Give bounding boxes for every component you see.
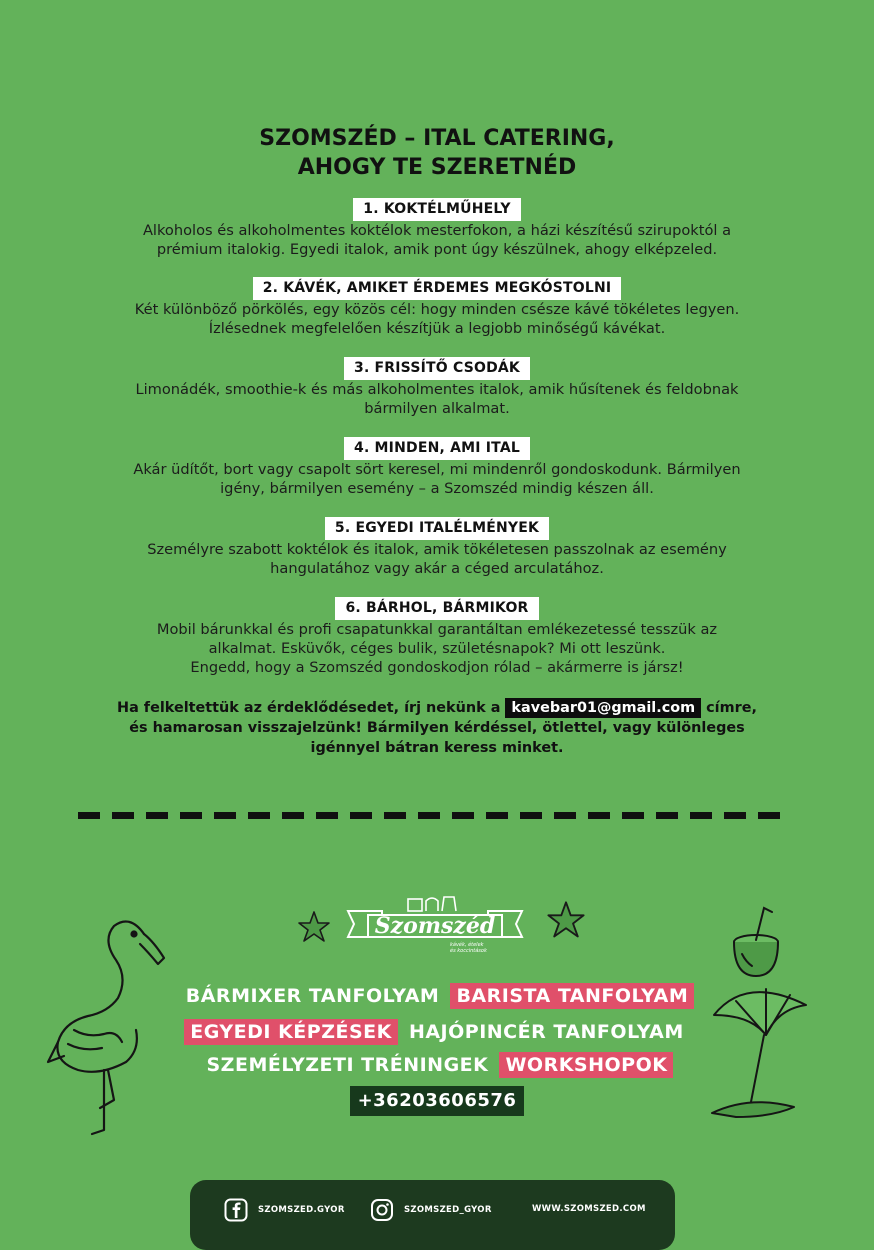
footer-instagram[interactable] [370,1198,492,1222]
text-line: Limonádék, smoothie-k és más alkoholmentes italok, amik hűsítenek és feldobnak [135,381,739,398]
section-heading: 5. EGYEDI ITALÉLMÉNYEK [325,517,549,540]
section-heading: 4. MINDEN, AMI ITAL [344,437,530,460]
service-workshopok: WORKSHOPOK [499,1052,673,1078]
contact-line-1 [60,698,814,718]
logo-tagline [450,942,487,954]
email-link[interactable]: kavebar01@gmail.com [505,698,701,718]
contact-text: Ha felkeltettük az érdeklődésedet, írj nekünk a [117,700,501,716]
section-heading: 6. BÁRHOL, BÁRMIKOR [335,597,538,620]
service-barmixer: BÁRMIXER TANFOLYAM [185,985,440,1007]
section-heading: 3. FRISSÍTŐ CSODÁK [344,357,530,380]
text-line: bármilyen alkalmat. [364,400,510,417]
footer-facebook[interactable] [224,1198,345,1222]
services-row-1 [0,983,874,1009]
phone-row [0,1086,874,1116]
contact-line-3: igénnyel bátran keress minket. [310,740,564,756]
title-line-1: SZOMSZÉD – ITAL CATERING, [259,126,615,151]
section-text [60,221,814,259]
text-line: Mobil bárunkkal és profi csapatunkkal garantáltan emlékezetessé tesszük az [156,621,718,638]
instagram-handle: SZOMSZED_GYOR [404,1205,492,1215]
dashed-divider [78,811,790,820]
text-line: Akár üdítőt, bort vagy csapolt sört keresel, mi mindenről gondoskodunk. Bármilyen [133,461,741,478]
website-link: WWW.SZOMSZED.COM [532,1204,646,1214]
section-koktelmuhely [60,198,814,259]
text-line: alkalmat. Esküvők, céges bulik, születésnapok? Mi ott leszünk. [208,640,666,657]
facebook-icon [224,1198,248,1222]
text-line: Ízlésednek megfelelően készítjük a legjobb minőségű kávékat. [208,320,666,337]
section-minden-ital [60,437,814,498]
text-line: hangulatához vagy akár a céged arculatához. [270,560,604,577]
text-line: Két különböző pörkölés, egy közös cél: hogy minden csésze kávé tökéletes legyen. [134,301,740,318]
tagline-line: és koccintások [450,948,487,954]
star-icon [297,910,331,944]
section-text [60,460,814,498]
facebook-handle: SZOMSZED.GYOR [258,1205,345,1215]
service-hajopincer: HAJÓPINCÉR TANFOLYAM [408,1021,684,1043]
section-frissito [60,357,814,418]
logo-wordmark: Szomszéd [374,913,496,939]
text-line: Személyre szabott koktélok és italok, amik tökéletesen passzolnak az esemény [147,541,727,558]
service-barista: BARISTA TANFOLYAM [450,983,694,1009]
footer-website[interactable] [532,1204,646,1214]
section-text [60,620,814,677]
section-heading: 2. KÁVÉK, AMIKET ÉRDEMES MEGKÓSTOLNI [253,277,622,300]
text-line: igény, bármilyen esemény – a Szomszéd mindig készen áll. [220,480,654,497]
section-text [60,380,814,418]
brand-logo [340,893,530,958]
section-text [60,300,814,338]
services-row-2 [0,1019,874,1045]
section-text [60,540,814,578]
text-line: Alkoholos és alkoholmentes koktélok mesterfokon, a házi készítésű szirupoktól a [142,222,732,239]
contact-line-2: és hamarosan visszajelzünk! Bármilyen kérdéssel, ötlettel, vagy különleges [129,720,745,736]
text-line: prémium italokig. Egyedi italok, amik pont úgy készülnek, ahogy elképzeled. [156,241,718,258]
star-icon [546,900,586,940]
service-egyedi-kepzesek: EGYEDI KÉPZÉSEK [184,1019,398,1045]
contact-text: címre, [706,700,757,716]
tagline-line: kávék, ételek [450,942,484,948]
text-line: Engedd, hogy a Szomszéd gondoskodjon rólad – akármerre is jársz! [190,659,684,676]
section-barhol [60,597,814,677]
services-row-3 [0,1052,874,1078]
section-kavek [60,277,814,338]
page-title [0,124,874,182]
contact-block [60,698,814,758]
phone-number[interactable]: +36203606576 [350,1086,525,1116]
instagram-icon [370,1198,394,1222]
title-line-2: AHOGY TE SZERETNÉD [297,155,577,180]
coconut-drink-illustration [728,904,788,982]
section-heading: 1. KOKTÉLMŰHELY [353,198,520,221]
service-szemelyzeti: SZEMÉLYZETI TRÉNINGEK [206,1054,489,1076]
section-egyedi [60,517,814,578]
